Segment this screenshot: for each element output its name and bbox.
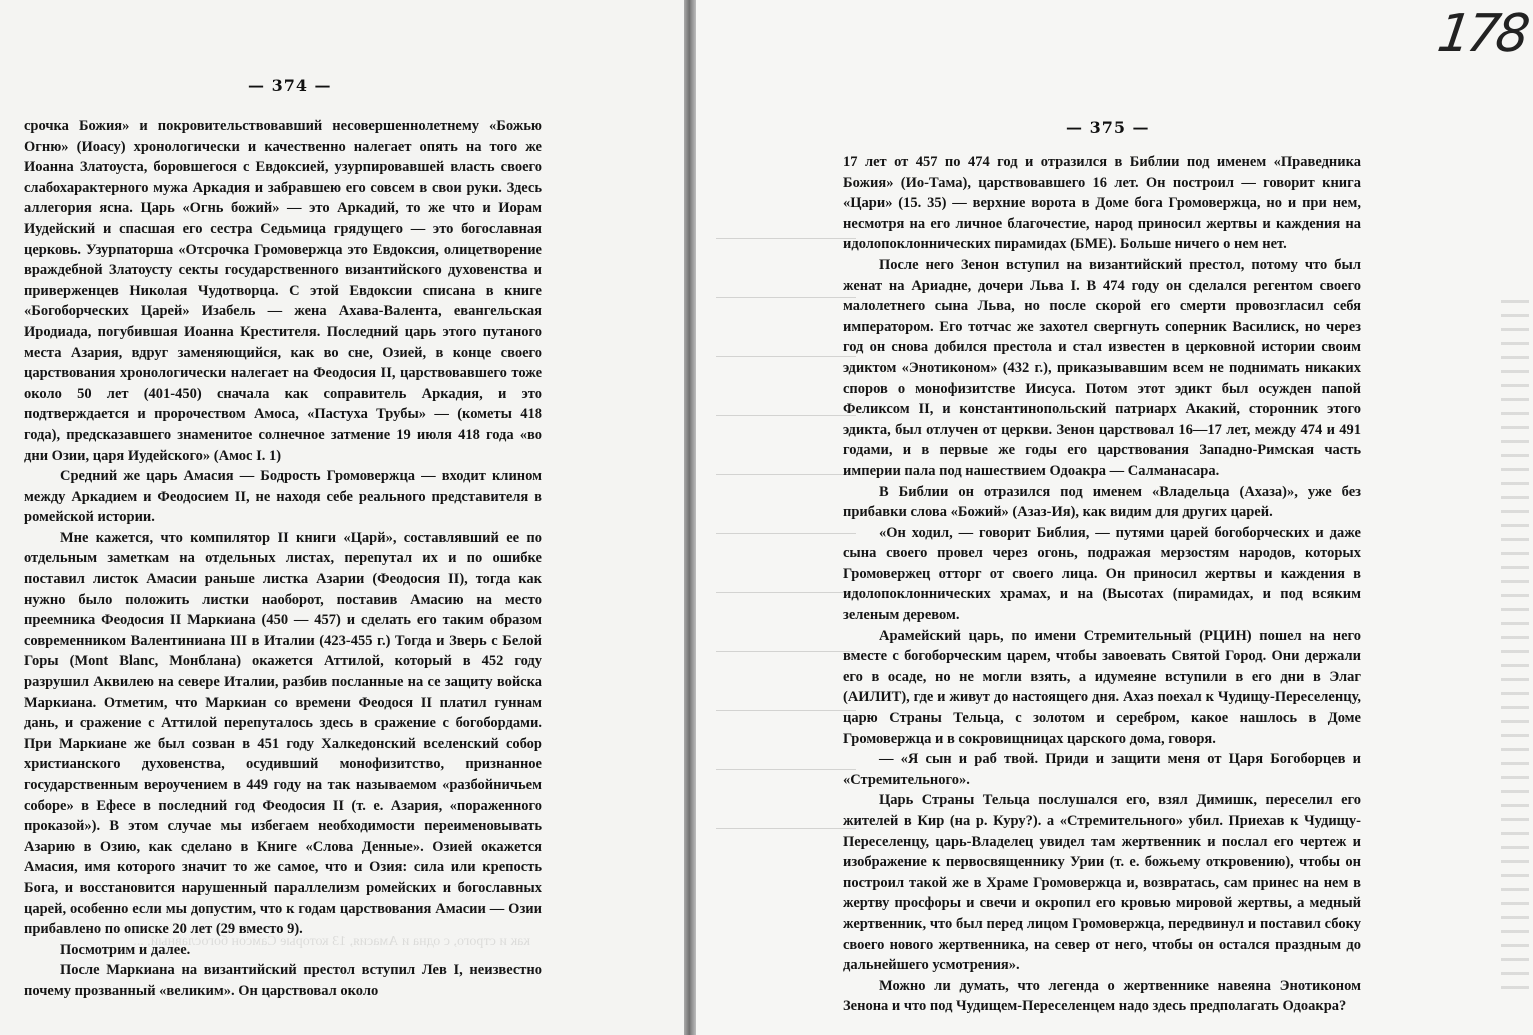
bleed-through-text: как и строго, с одна и Амасия, 13 которые Самсон богославный, ... xyxy=(133,934,530,949)
right-page-number: — 375 — xyxy=(1066,118,1150,137)
right-paragraph-2: После него Зенон вступил на византийский престол, потому что был женат на Ариадне, дочери Льва I. В 474 году он сделался регентом своего малолетнего сына Льва, но после скорой его смерти провозгласил себя императором. Его тотчас же захотел свергнуть соперник Василиск, но через год он снова добился престола и стал известен в церковной истории своим эдиктом «Энотиконом» (432 г.), приказывавшим всем не поднимать никаких споров о монофизитстве Иисуса. Потом этот эдикт был осужден папой Феликсом II, и константинопольский патриарх Акакий, сторонник этого эдикта, был отлучен от церкви. Зенон царствовал 16—17 лет, между 474 и 491 годами, и в первые же годы его царствования Западно-Римская часть империи пала под нашествием Одоакра — Салманасара. xyxy=(843,256,1361,479)
right-paragraph-8: Можно ли думать, что легенда о жертвеннике навеяна Энотиконом Зенона и что под Чудищем-Переселенцем надо здесь предполагать Одоакра? xyxy=(843,977,1361,1015)
right-paragraph-4: «Он ходил, — говорит Библия, — путями царей богоборческих и даже сына своего провел через огонь, подражая мерзостям народов, которых Громовержец отторг от своего лица. Он приносил жертвы и каждения в идолопоклоннических храмах, и на (Высотах (пирамидах, и под всяким зеленым деревом. xyxy=(843,524,1361,624)
right-paragraph-3: В Библии он отразился под именем «Владельца (Ахаза)», уже без прибавки слова «Божий» (Азаз-Ия), как видим для других царей. xyxy=(843,483,1361,521)
left-paragraph-1: срочка Божия» и покровительствовавший несовершеннолетнему «Божью Огню» (Иоасу) хронологически и качественно налегает опять на того же Иоанна Златоуста, боровшегося с Евдоксией, узурпировавшей власть своего слабохарактерного мужа Аркадия и забравшею его совсем в свои руки. Здесь аллегория ясна. Царь «Огнь божий» — это Аркадий, то же что и Иорам Иудейский и спасшая его сестра Седьмица грядущего — это богославная церковь. Узурпаторша «Отсрочка Громовержца это Евдоксия, олицетворение враждебной Златоусту секты государственного византийского духовенства и приверженцев Николая Чудотворца. С этой Евдоксии списана в книге «Богоборческих Царей» Изабель — жена Ахава-Валента, евангельская Иродиада, погубившая Иоанна Крестителя. Последний царь этого путаного места Азария, вдруг заменяющийся, как во сне, Озией, в конце своего царствования хронологически налегает на Феодосия II, царствовавшего тоже около 50 лет (401-450) сначала как соправитель Аркадия, и это подтверждается и пророчеством Амоса, «Пастуха Трубы» — (кометы 418 года), предсказавшего знаменитое солнечное затмение 19 июля 418 года «во дни Озии, царя Иудейского» (Амос I. 1) xyxy=(24,118,542,464)
book-gutter xyxy=(684,0,696,1035)
bleed-through-edge xyxy=(1501,300,1529,1000)
right-paragraph-1: 17 лет от 457 по 474 год и отразился в Библии под именем «Праведника Божия» (Ио-Тама), царствовавшего 16 лет. Он построил — говорит книга «Цари» (15. 35) — верхние ворота в Доме бога Громовержца, но и при нем, несмотря на его личное благочестие, народ приносил жертвы и каждения на идолопоклоннических пирамидах (БМЕ). Больше ничего о нем нет. xyxy=(843,154,1361,253)
left-paragraph-4: Посмотрим и далее. xyxy=(60,941,191,958)
left-paragraph-2: Средний же царь Амасия — Бодрость Громовержца — входит клином между Аркадием и Феодосием II, не находя себе реального представителя в ромейской истории. xyxy=(24,468,542,526)
bleed-through-table xyxy=(716,180,856,960)
right-page-text xyxy=(843,152,1361,1017)
archive-number-handwritten: 178 xyxy=(1433,4,1530,64)
left-paragraph-5: После Маркиана на византийский престол вступил Лев I, неизвестно почему прозванный «великим». Он царствовал около xyxy=(24,962,542,999)
right-paragraph-5: Арамейский царь, по имени Стремительный (РЦИН) пошел на него вместе с богоборческим царем, чтобы завоевать Святой Город. Они держали его в осаде, но не могли взять, а идумеяне вступили в его дни в Элаг (АИЛИТ), где и живут до настоящего дня. Ахаз поехал к Чудищу-Переселенцу, царю Страны Тельца, с золотом и серебром, какое нашлось в Доме Громовержца и в сокровищницах царского дома, говоря. xyxy=(843,627,1361,747)
left-page-number: — 374 — xyxy=(248,76,332,95)
right-paragraph-6: — «Я сын и раб твой. Приди и защити меня от Царя Богоборцев и «Стремительного». xyxy=(843,751,1361,788)
left-paragraph-3: Мне кажется, что компилятор II книги «Царй», составлявший ее по отдельным заметкам на отдельных листах, перепутал их и по ошибке поставил листок Амасии раньше листка Азарии (Феодосия II), тогда как нужно было положить листки наоборот, поставив Амасию на место преемника Феодосия II Маркиана (450 — 457) и сделать его таким образом современником Валентиниана III в Италии (423-455 г.) Тогда и Зверь с Белой Горы (Mont Blanc, Монблана) окажется Аттилой, который в 452 году разрушил Аквилею на севере Италии, разбив посланные на се защиту войска Маркиана. Отметим, что Маркиан со времени Феодося II платил гуннам дань, и сражение с Аттилой перепуталось здесь в сражение с богобордами. При Маркиане же был созван в 451 году Халкедонский вселенский собор христианского духовенства, осудивший монофизитство, признанное государственным вероучением в 449 году на так называемом «разбойничьем соборе» в Ефесе в последний год Феодосия II (т. е. Азария, «пораженного проказой»). В этом случае мы избегаем необходимости переименовывать Азарию в Озию, как сделано в Книге «Слова Денные». Озией окажется Амасия, имя которого значит то же самое, что и Озия: сила или крепость Бога, и восстановится нарушенный параллелизм ромейских и богославных царей, особенно если мы допустим, что к годам царствования Амасии — Озии прибавлено по описке 20 лет (29 вместо 9). xyxy=(24,529,542,938)
right-paragraph-7: Царь Страны Тельца послушался его, взял Димишк, переселил его жителей в Кир (на р. Куру?). а «Стремительного» убил. Приехав к Чудищу-Переселенцу, царь-Владелец увидел там жертвенник и послал его чертеж и изображение к первосвященнику Урии (т. е. божьему откровению), чтобы он построил такой же в Храме Громовержца и, возвратась, сам принес на нем в жертву просфоры и свечи и окропил его кровью мировой жертвы, а медный жертвенник, что был перед лицом Громовержца, передвинул и поставил сбоку своего нового жертвенника, на север от него, чтобы он остался праздным до дальнейшего усмотрения». xyxy=(843,792,1361,974)
right-page xyxy=(696,0,1533,1035)
left-page xyxy=(0,0,684,1035)
left-page-text xyxy=(24,116,542,1002)
